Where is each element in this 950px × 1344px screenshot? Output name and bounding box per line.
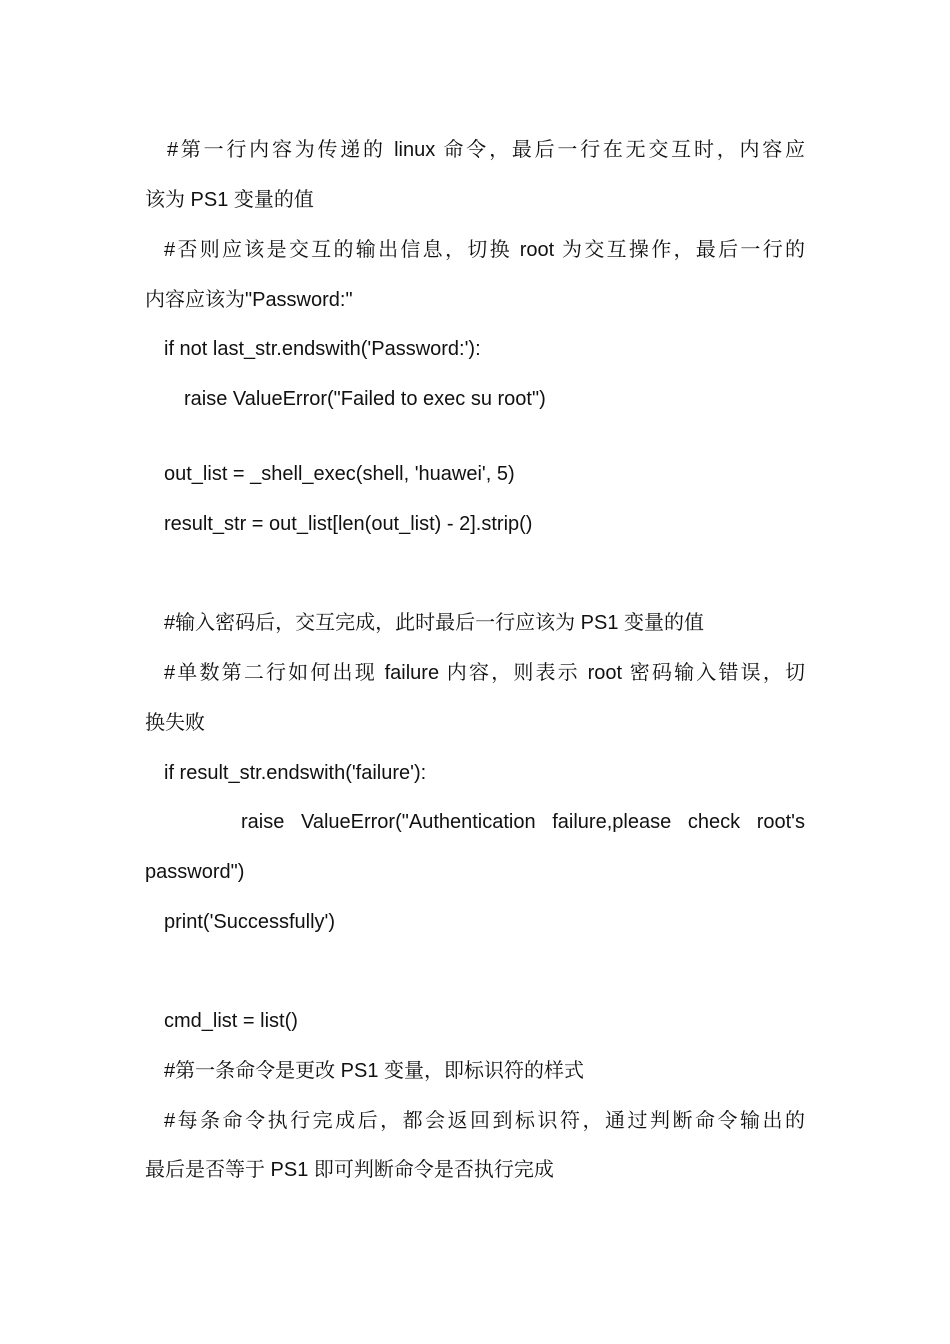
code-line: raise ValueError("Failed to exec su root") — [184, 388, 546, 410]
code-line: out_list = _shell_exec(shell, 'huawei', 5) — [164, 463, 515, 485]
text-line: 内容应该为"Password:" — [145, 289, 353, 311]
text-line: #第一条命令是更改 PS1 变量，即标识符的样式 — [164, 1060, 585, 1082]
text-line: #第一行内容为传递的 linux 命令，最后一行在无交互时，内容应 — [167, 139, 805, 161]
code-line: print('Successfully') — [164, 911, 336, 933]
code-line: if result_str.endswith('failure'): — [164, 762, 427, 784]
code-line: cmd_list = list() — [164, 1010, 298, 1032]
text-line: 最后是否等于 PS1 即可判断命令是否执行完成 — [145, 1159, 554, 1181]
code-line: if not last_str.endswith('Password:'): — [164, 338, 481, 360]
text-line: #单数第二行如何出现 failure 内容，则表示 root 密码输入错误，切 — [164, 662, 805, 684]
code-line: result_str = out_list[len(out_list) - 2].strip() — [164, 513, 533, 535]
text-line: #否则应该是交互的输出信息，切换 root 为交互操作，最后一行的 — [164, 239, 805, 261]
text-line: #每条命令执行完成后，都会返回到标识符，通过判断命令输出的 — [164, 1110, 805, 1132]
text-line: #输入密码后，交互完成，此时最后一行应该为 PS1 变量的值 — [164, 612, 705, 634]
text-line: 该为 PS1 变量的值 — [145, 189, 314, 211]
code-line: raise ValueError("Authentication failure,please check root's — [241, 811, 805, 833]
text-line: 换失败 — [145, 712, 205, 734]
code-line: password") — [145, 861, 245, 883]
